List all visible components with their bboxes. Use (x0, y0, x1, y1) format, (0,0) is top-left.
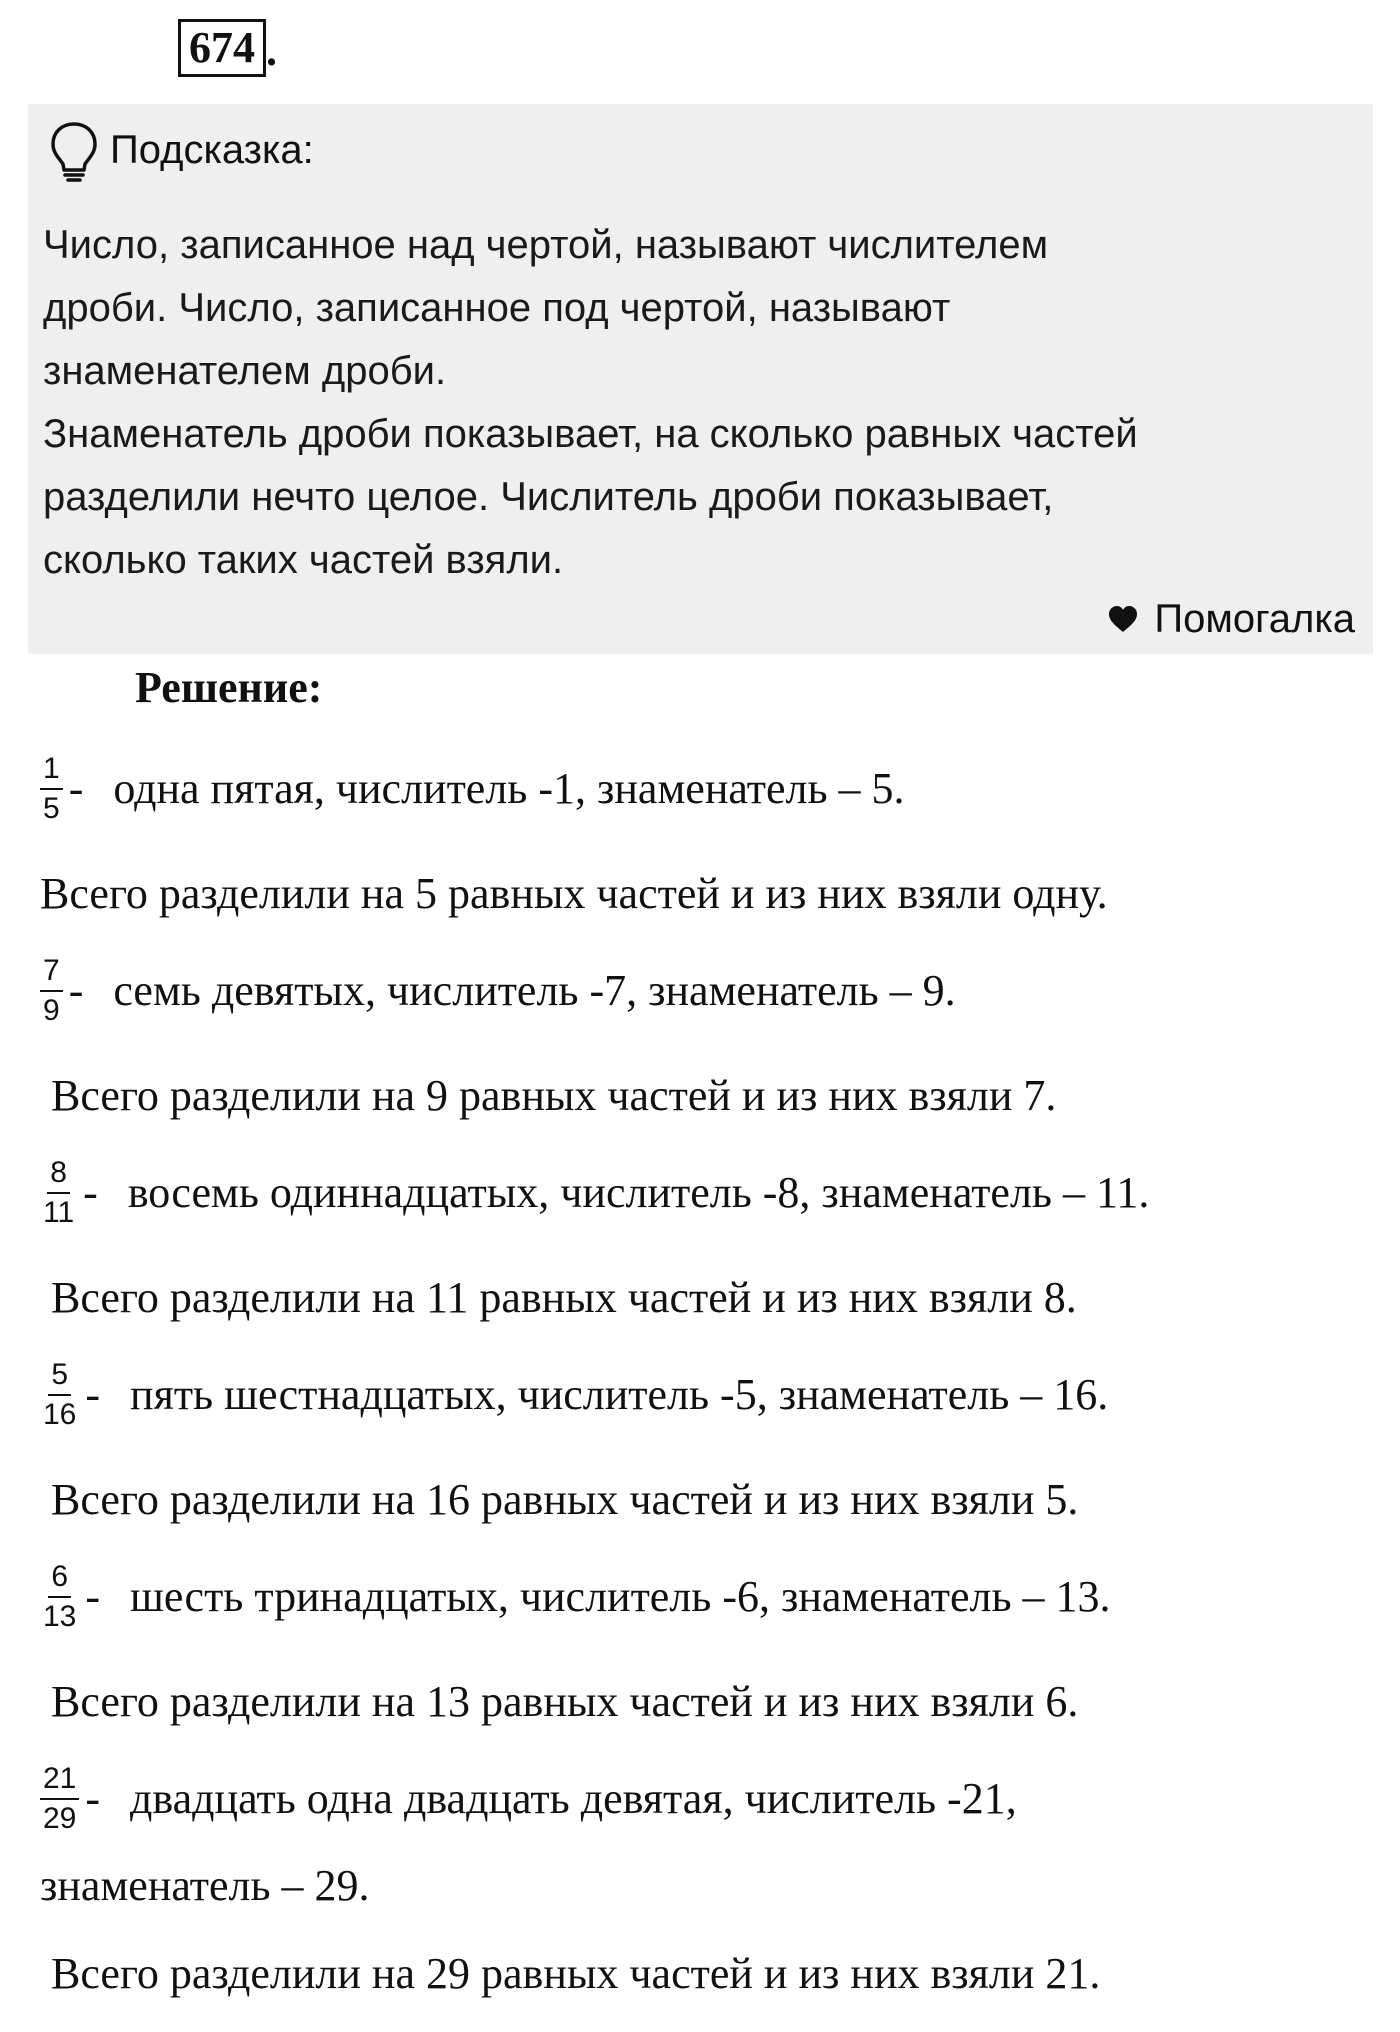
hint-panel (28, 104, 1373, 654)
solution-title: Решение: (135, 663, 323, 712)
fraction-description: двадцать одна двадцать девятая, числитель -21, (130, 1774, 1017, 1823)
fraction (40, 1358, 79, 1432)
fraction-note: Всего разделили на 29 равных частей и из них взяли 21. (40, 1949, 1101, 1998)
fraction-description: шесть тринадцатых, числитель -6, знаменатель – 13. (130, 1572, 1111, 1621)
fraction (40, 1156, 77, 1230)
fraction-line (40, 1358, 1108, 1432)
fraction-description-continued: знаменатель – 29. (40, 1861, 370, 1910)
fraction-denominator: 5 (43, 792, 60, 825)
fraction-numerator: 5 (48, 1358, 71, 1396)
fraction-description: семь девятых, числитель -7, знаменатель – 9. (113, 966, 956, 1015)
fraction (40, 1762, 79, 1836)
fraction (40, 1560, 79, 1634)
hint-footer (1108, 588, 1355, 650)
fraction-description: восемь одиннадцатых, числитель -8, знаменатель – 11. (127, 1168, 1150, 1217)
fraction-dash: - (85, 1774, 101, 1823)
hint-footer-label: Помогалка (1154, 596, 1355, 641)
hint-line: разделили нечто целое. Числитель дроби показывает, (43, 475, 1054, 519)
fraction-denominator: 16 (43, 1398, 77, 1431)
fraction-denominator: 11 (43, 1196, 75, 1229)
fraction-line (40, 1156, 1149, 1230)
fraction-line (40, 1762, 1017, 1836)
fraction (40, 954, 63, 1028)
fraction-line (40, 752, 905, 826)
fraction-numerator: 21 (40, 1762, 79, 1800)
heart-icon (1108, 605, 1138, 633)
lightbulb-icon (46, 118, 102, 182)
fraction-note: Всего разделили на 16 равных частей и из них взяли 5. (40, 1475, 1079, 1524)
fraction-dash: - (68, 966, 84, 1015)
task-number-dot: . (266, 26, 277, 75)
fraction-denominator: 13 (43, 1600, 77, 1633)
fraction-numerator: 7 (40, 954, 63, 992)
fraction-line (40, 954, 956, 1028)
hint-title: Подсказка: (110, 127, 314, 172)
fraction-note: Всего разделили на 5 равных частей и из них взяли одну. (40, 869, 1108, 918)
hint-line: сколько таких частей взяли. (43, 538, 564, 582)
hint-line: знаменателем дроби. (43, 349, 447, 393)
hint-line: Знаменатель дроби показывает, на сколько равных частей (43, 412, 1138, 456)
hint-line: дроби. Число, записанное под чертой, называют (43, 286, 951, 330)
fraction-note: Всего разделили на 13 равных частей и из них взяли 6. (40, 1677, 1079, 1726)
fraction-numerator: 1 (40, 752, 63, 790)
task-number-box: 674 (178, 19, 266, 77)
fraction-denominator: 9 (43, 994, 60, 1027)
fraction-note: Всего разделили на 11 равных частей и из них взяли 8. (40, 1273, 1077, 1322)
fraction-dash: - (83, 1168, 98, 1217)
fraction (40, 752, 63, 826)
fraction-numerator: 6 (48, 1560, 71, 1598)
fraction-description: одна пятая, числитель -1, знаменатель – 5. (113, 764, 905, 813)
fraction-numerator: 8 (47, 1156, 70, 1194)
hint-text (43, 214, 1363, 592)
fraction-note: Всего разделили на 9 равных частей и из них взяли 7. (40, 1071, 1057, 1120)
hint-header (46, 110, 314, 190)
task-number (178, 19, 277, 77)
fraction-dash: - (85, 1572, 101, 1621)
fraction-dash: - (85, 1370, 101, 1419)
fraction-description: пять шестнадцатых, числитель -5, знаменатель – 16. (130, 1370, 1109, 1419)
fraction-denominator: 29 (43, 1802, 77, 1835)
fraction-dash: - (68, 764, 84, 813)
hint-line: Число, записанное над чертой, называют числителем (43, 223, 1049, 267)
fraction-line (40, 1560, 1111, 1634)
